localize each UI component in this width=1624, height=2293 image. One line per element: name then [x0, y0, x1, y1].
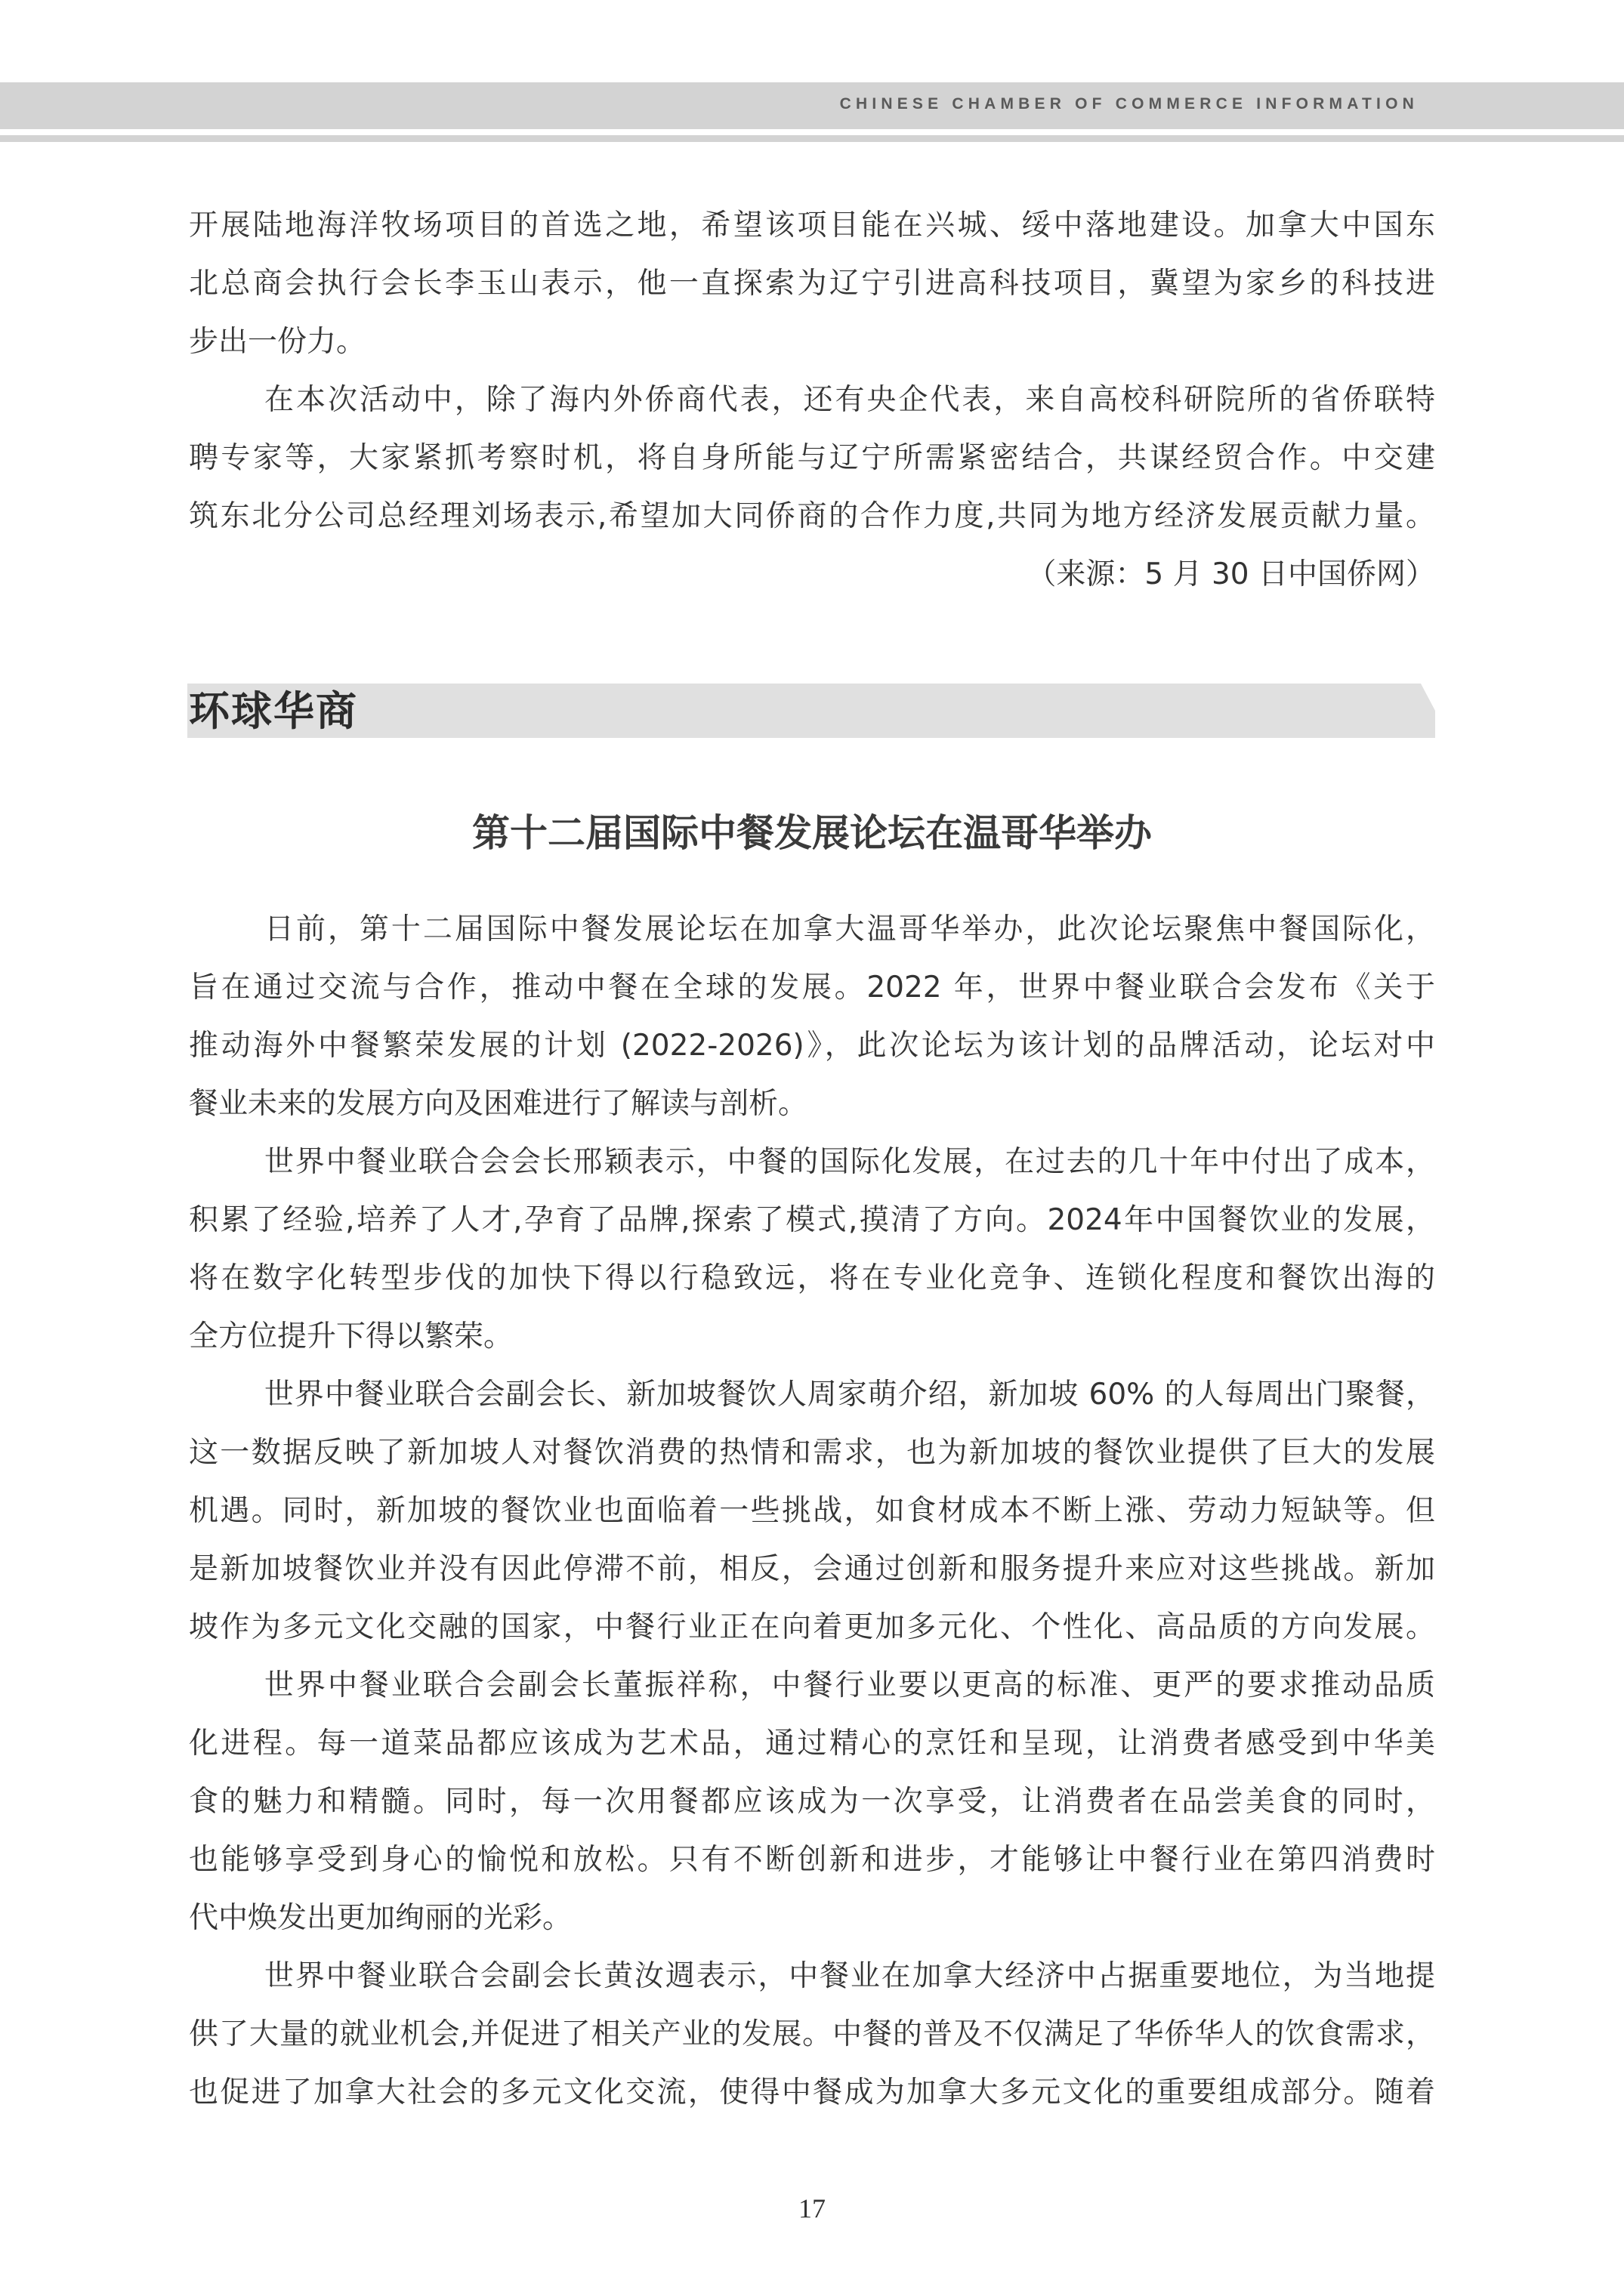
text-line: 筑东北分公司总经理刘场表示,希望加大同侨商的合作力度,共同为地方经济发展贡献力量。 [189, 499, 1435, 533]
text-line: 代中焕发出更加绚丽的光彩。 [189, 1901, 573, 1935]
text-line: 世界中餐业联合会副会长黄汝週表示，中餐业在加拿大经济中占据重要地位，为当地提 [264, 1959, 1435, 1993]
paragraph [189, 1366, 1435, 1656]
text-line: 世界中餐业联合会副会长董振祥称，中餐行业要以更高的标准、更严的要求推动品质 [264, 1668, 1435, 1702]
text-line: 在本次活动中，除了海内外侨商代表，还有央企代表，来自高校科研院所的省侨联特 [264, 383, 1435, 417]
text-line: 开展陆地海洋牧场项目的首选之地，希望该项目能在兴城、绥中落地建设。加拿大中国东 [189, 208, 1435, 242]
text-line: 全方位提升下得以繁荣。 [189, 1319, 514, 1353]
paragraph [189, 900, 1435, 1133]
text-line: 旨在通过交流与合作，推动中餐在全球的发展。2022 年，世界中餐业联合会发布《关于 [189, 971, 1435, 1005]
text-line: 餐业未来的发展方向及困难进行了解读与剖析。 [189, 1087, 808, 1121]
text-line: 机遇。同时，新加坡的餐饮业也面临着一些挑战，如食材成本不断上涨、劳动力短缺等。但 [189, 1494, 1435, 1528]
article-body [189, 900, 1435, 2122]
paragraph [189, 1133, 1435, 1366]
text-line: 北总商会执行会长李玉山表示，他一直探索为辽宁引进高科技项目，冀望为家乡的科技进 [189, 267, 1435, 301]
text-line: 日前，第十二届国际中餐发展论坛在加拿大温哥华举办，此次论坛聚焦中餐国际化， [264, 912, 1435, 946]
text-line: 推动海外中餐繁荣发展的计划 (2022-2026)》，此次论坛为该计划的品牌活动，论坛对中 [189, 1029, 1435, 1063]
paragraph [189, 1656, 1435, 1947]
text-line: 世界中餐业联合会会长邢颖表示，中餐的国际化发展，在过去的几十年中付出了成本， [264, 1145, 1435, 1179]
text-line: 供了大量的就业机会,并促进了相关产业的发展。中餐的普及不仅满足了华侨华人的饮食需求， [189, 2017, 1435, 2051]
section-banner [187, 684, 1435, 738]
text-line: 也能够享受到身心的愉悦和放松。只有不断创新和进步，才能够让中餐行业在第四消费时 [189, 1843, 1435, 1877]
source-citation: （来源：5 月 30 日中国侨网） [1027, 557, 1435, 591]
text-line: 食的魅力和精髓。同时，每一次用餐都应该成为一次享受，让消费者在品尝美食的同时， [189, 1785, 1435, 1819]
article-title: 第十二届国际中餐发展论坛在温哥华举办 [472, 811, 1152, 855]
text-line: 世界中餐业联合会副会长、新加坡餐饮人周家萌介绍，新加坡 60% 的人每周出门聚餐， [264, 1378, 1435, 1412]
text-line: 聘专家等，大家紧抓考察时机，将自身所能与辽宁所需紧密结合，共谋经贸合作。中交建 [189, 441, 1435, 475]
section-title: 环球华商 [189, 687, 358, 735]
text-line: 将在数字化转型步伐的加快下得以行稳致远，将在专业化竞争、连锁化程度和餐饮出海的 [189, 1261, 1435, 1295]
paragraph [189, 1947, 1435, 2122]
text-line: 这一数据反映了新加坡人对餐饮消费的热情和需求，也为新加坡的餐饮业提供了巨大的发展 [189, 1436, 1435, 1470]
page-number: 17 [798, 2193, 826, 2224]
previous-article [189, 196, 1435, 603]
text-line: 也促进了加拿大社会的多元文化交流，使得中餐成为加拿大多元文化的重要组成部分。随着 [189, 2075, 1435, 2109]
text-line: 是新加坡餐饮业并没有因此停滞不前，相反，会通过创新和服务提升来应对这些挑战。新加 [189, 1552, 1435, 1586]
text-line: 积累了经验,培养了人才,孕育了品牌,探索了模式,摸清了方向。2024年中国餐饮业的发展， [189, 1203, 1435, 1237]
text-line: 步出一份力。 [189, 325, 366, 359]
text-line: 化进程。每一道菜品都应该成为艺术品，通过精心的烹饪和呈现，让消费者感受到中华美 [189, 1727, 1435, 1761]
text-line: 坡作为多元文化交融的国家，中餐行业正在向着更加多元化、个性化、高品质的方向发展。 [189, 1610, 1435, 1644]
publication-name: CHINESE CHAMBER OF COMMERCE INFORMATION [839, 95, 1419, 113]
header-divider [0, 135, 1624, 142]
